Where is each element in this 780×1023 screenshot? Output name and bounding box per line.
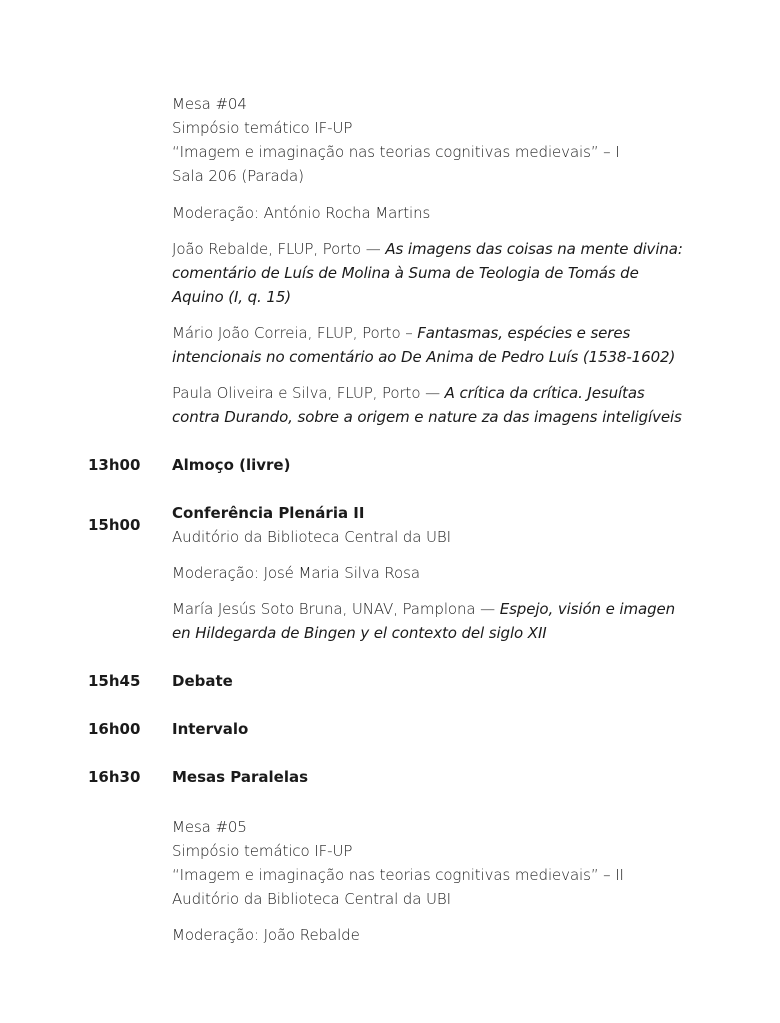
time-16h00: 16h00	[88, 720, 141, 738]
time-13h00: 13h00	[88, 456, 141, 474]
mesa04-subtitle: Simpósio temático IF-UP	[172, 119, 353, 137]
talk-speaker: Paula Oliveira e Silva, FLUP, Porto —	[172, 384, 445, 402]
mesa04-room: Sala 206 (Parada)	[172, 167, 304, 185]
time-15h00: 15h00	[88, 516, 141, 534]
talk-rebalde-line1	[172, 237, 683, 261]
time-15h45: 15h45	[88, 672, 141, 690]
mesa04-moderation: Moderação: António Rocha Martins	[172, 204, 431, 222]
event-break: Intervalo	[172, 720, 249, 738]
event-plenary: Conferência Plenária II	[172, 504, 365, 522]
talk-silva-line2: contra Durando, sobre a origem e nature za das imagens inteligíveis	[172, 408, 682, 426]
talk-speaker: João Rebalde, FLUP, Porto —	[172, 240, 386, 258]
plenary-talk-line1	[172, 597, 675, 621]
mesa04-theme: “Imagem e imaginação nas teorias cognitivas medievais” – I	[172, 143, 620, 161]
mesa04-title: Mesa #04	[172, 95, 247, 113]
plenary-moderation: Moderação: José Maria Silva Rosa	[172, 564, 420, 582]
event-debate: Debate	[172, 672, 233, 690]
talk-title: As imagens das coisas na mente divina:	[385, 240, 683, 258]
talk-title: A crítica da crítica. Jesuítas	[444, 384, 645, 402]
talk-rebalde-line3: Aquino (I, q. 15)	[172, 288, 292, 306]
mesa05-subtitle: Simpósio temático IF-UP	[172, 842, 353, 860]
talk-correia-line1	[172, 321, 630, 345]
mesa05-title: Mesa #05	[172, 818, 247, 836]
talk-title: Espejo, visión e imagen	[499, 600, 676, 618]
talk-correia-line2: intencionais no comentário ao De Anima de Pedro Luís (1538-1602)	[172, 348, 676, 366]
plenary-talk-line2: en Hildegarda de Bingen y el contexto del siglo XII	[172, 624, 547, 642]
talk-title: Fantasmas, espécies e seres	[417, 324, 631, 342]
mesa05-room: Auditório da Biblioteca Central da UBI	[172, 890, 451, 908]
talk-speaker: Mário João Correia, FLUP, Porto –	[172, 324, 418, 342]
time-16h30: 16h30	[88, 768, 141, 786]
plenary-venue: Auditório da Biblioteca Central da UBI	[172, 528, 451, 546]
event-lunch: Almoço (livre)	[172, 456, 291, 474]
talk-speaker: María Jesús Soto Bruna, UNAV, Pamplona —	[172, 600, 500, 618]
mesa05-moderation: Moderação: João Rebalde	[172, 926, 360, 944]
mesa05-theme: “Imagem e imaginação nas teorias cognitivas medievais” – II	[172, 866, 624, 884]
talk-silva-line1	[172, 381, 645, 405]
talk-rebalde-line2: comentário de Luís de Molina à Suma de Teologia de Tomás de	[172, 264, 639, 282]
event-parallel-sessions: Mesas Paralelas	[172, 768, 309, 786]
